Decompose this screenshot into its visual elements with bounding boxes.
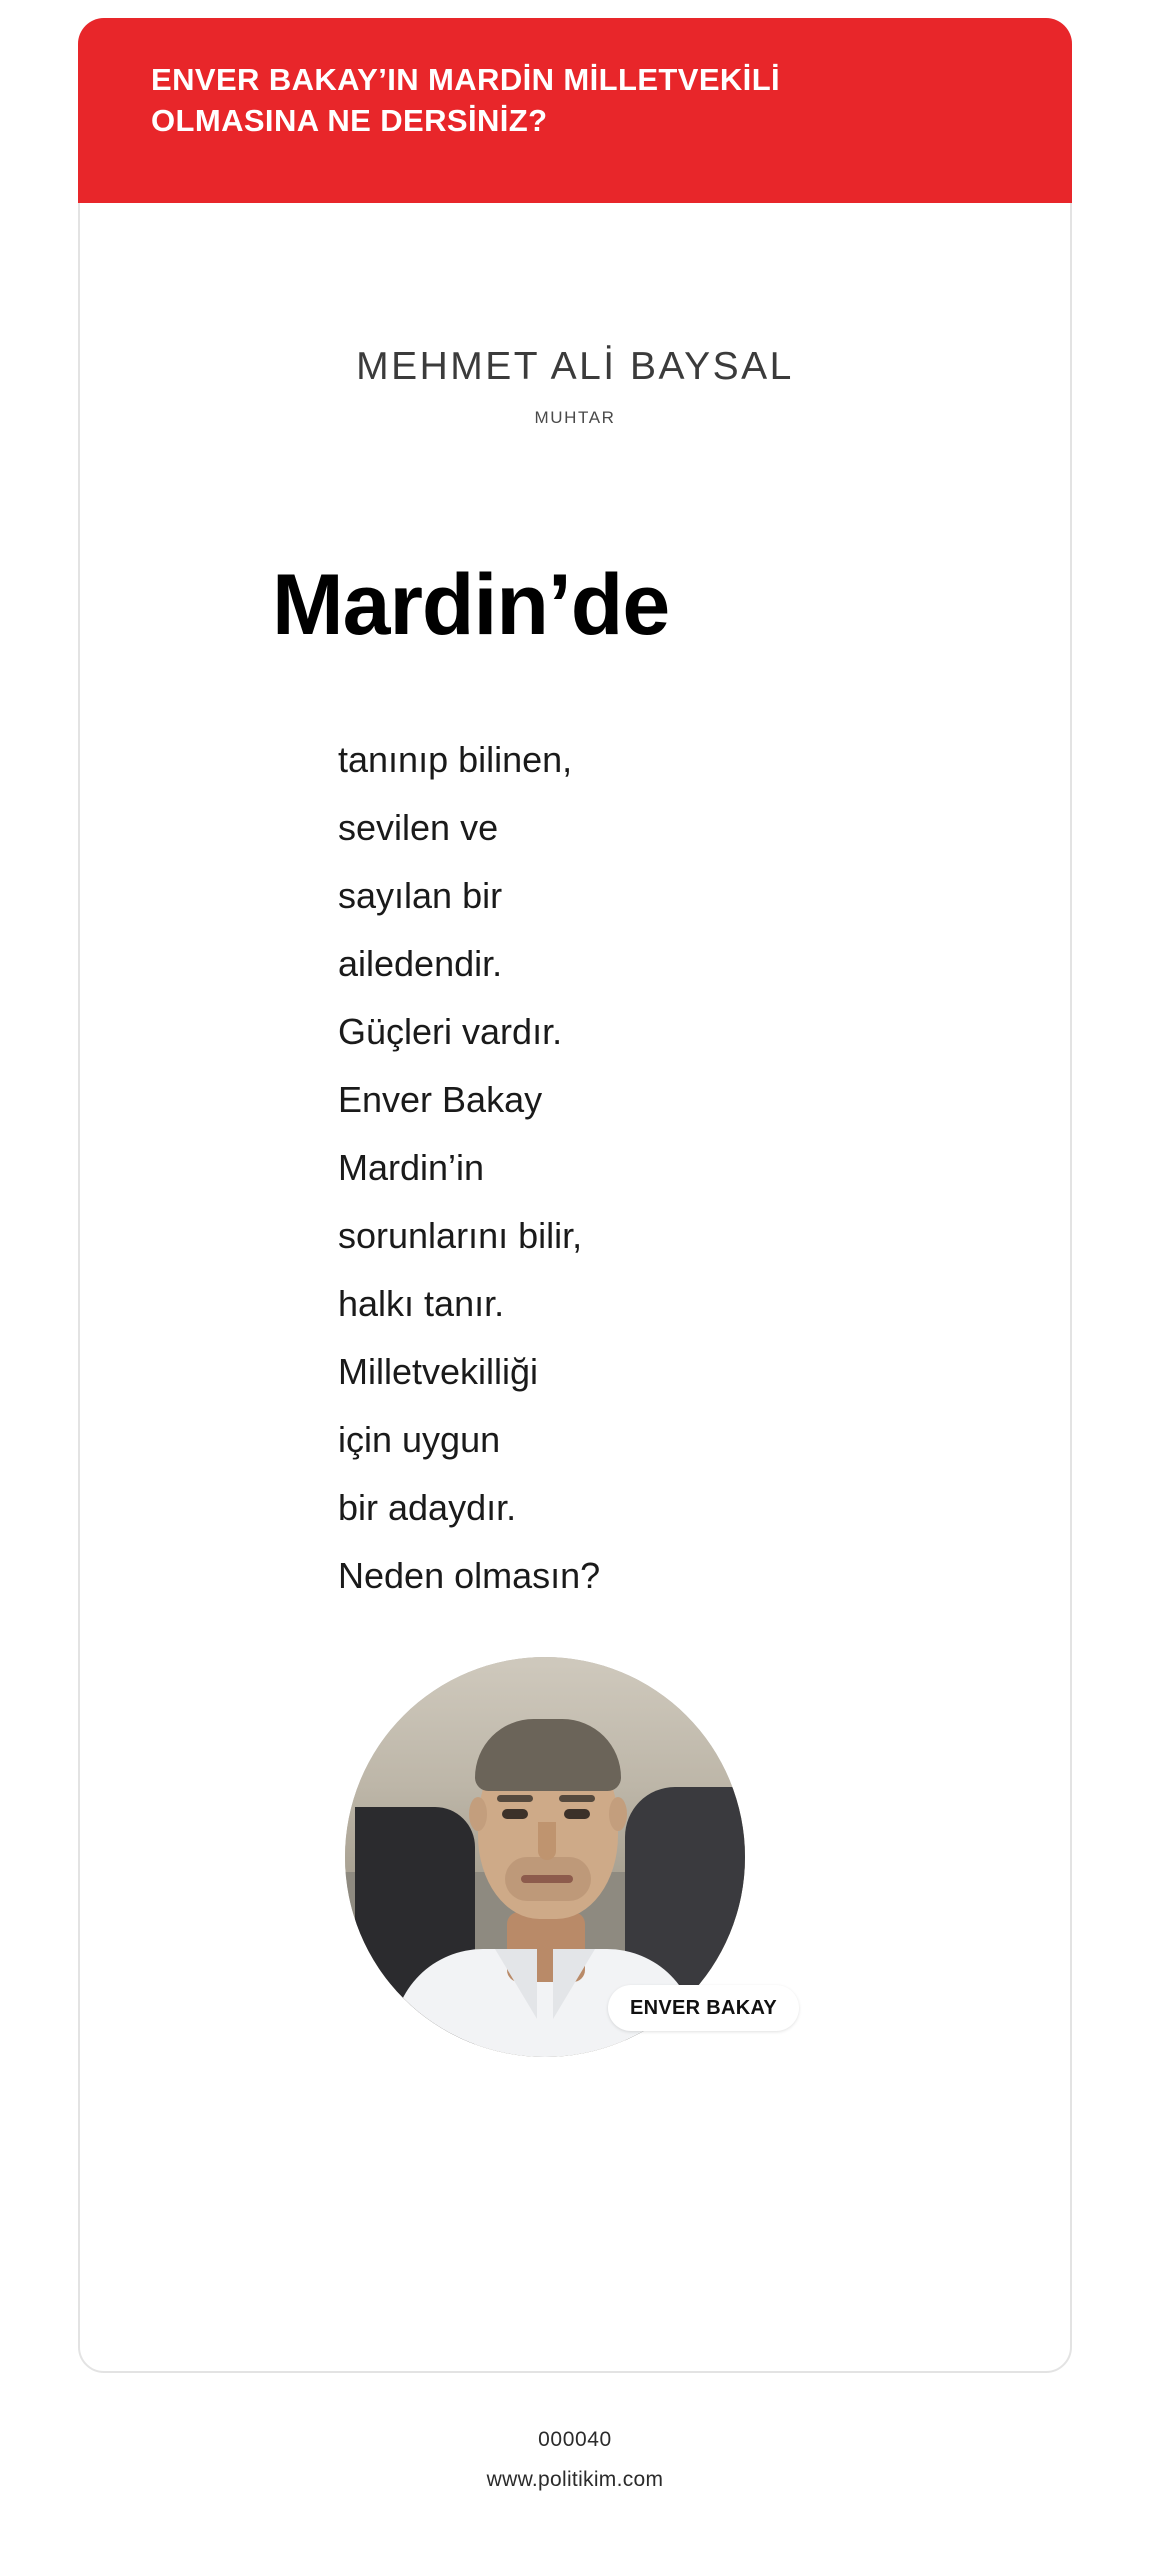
quote-line: halkı tanır.	[338, 1283, 505, 1324]
photo-ear-left	[469, 1797, 487, 1831]
quote-line: sorunlarını bilir,	[338, 1215, 583, 1256]
portrait-name-label: ENVER BAKAY	[630, 1996, 778, 2019]
headline-text: ENVER BAKAY’IN MARDİN MİLLETVEKİLİ OLMASINA NE DERSİNİZ?	[151, 62, 781, 138]
photo-nose	[538, 1822, 556, 1860]
quote-line: Enver Bakay	[338, 1079, 543, 1120]
quote-lead: Mardin’de	[272, 557, 670, 653]
quote-line: tanınıp bilinen,	[338, 739, 573, 780]
quote-line: Milletvekilliği	[338, 1351, 539, 1392]
quote-line: Mardin’in	[338, 1147, 485, 1188]
photo-eyebrow-left	[497, 1795, 533, 1802]
quote-line: sevilen ve	[338, 807, 499, 848]
headline-banner	[78, 18, 1072, 203]
quote-line: için uygun	[338, 1419, 501, 1460]
photo-eye-right	[564, 1809, 590, 1819]
photo-collar-right	[553, 1949, 595, 2019]
photo-ear-right	[609, 1797, 627, 1831]
photo-eyebrow-right	[559, 1795, 595, 1802]
quote-line: Neden olmasın?	[338, 1555, 601, 1596]
quote-line: Güçleri vardır.	[338, 1011, 563, 1052]
portrait-name-badge	[608, 1985, 799, 2031]
quote-line: ailedendir.	[338, 943, 503, 984]
footer-website: www.politikim.com	[486, 2468, 664, 2491]
quote-line: sayılan bir	[338, 875, 503, 916]
author-name: MEHMET ALİ BAYSAL	[356, 345, 794, 388]
quote-line: bir adaydır.	[338, 1487, 517, 1528]
author-role: MUHTAR	[534, 408, 616, 427]
footer-code: 000040	[538, 2428, 612, 2451]
quote-body	[338, 726, 768, 1610]
photo-eye-left	[502, 1809, 528, 1819]
photo-mouth	[521, 1875, 573, 1883]
photo-collar-left	[495, 1949, 537, 2019]
